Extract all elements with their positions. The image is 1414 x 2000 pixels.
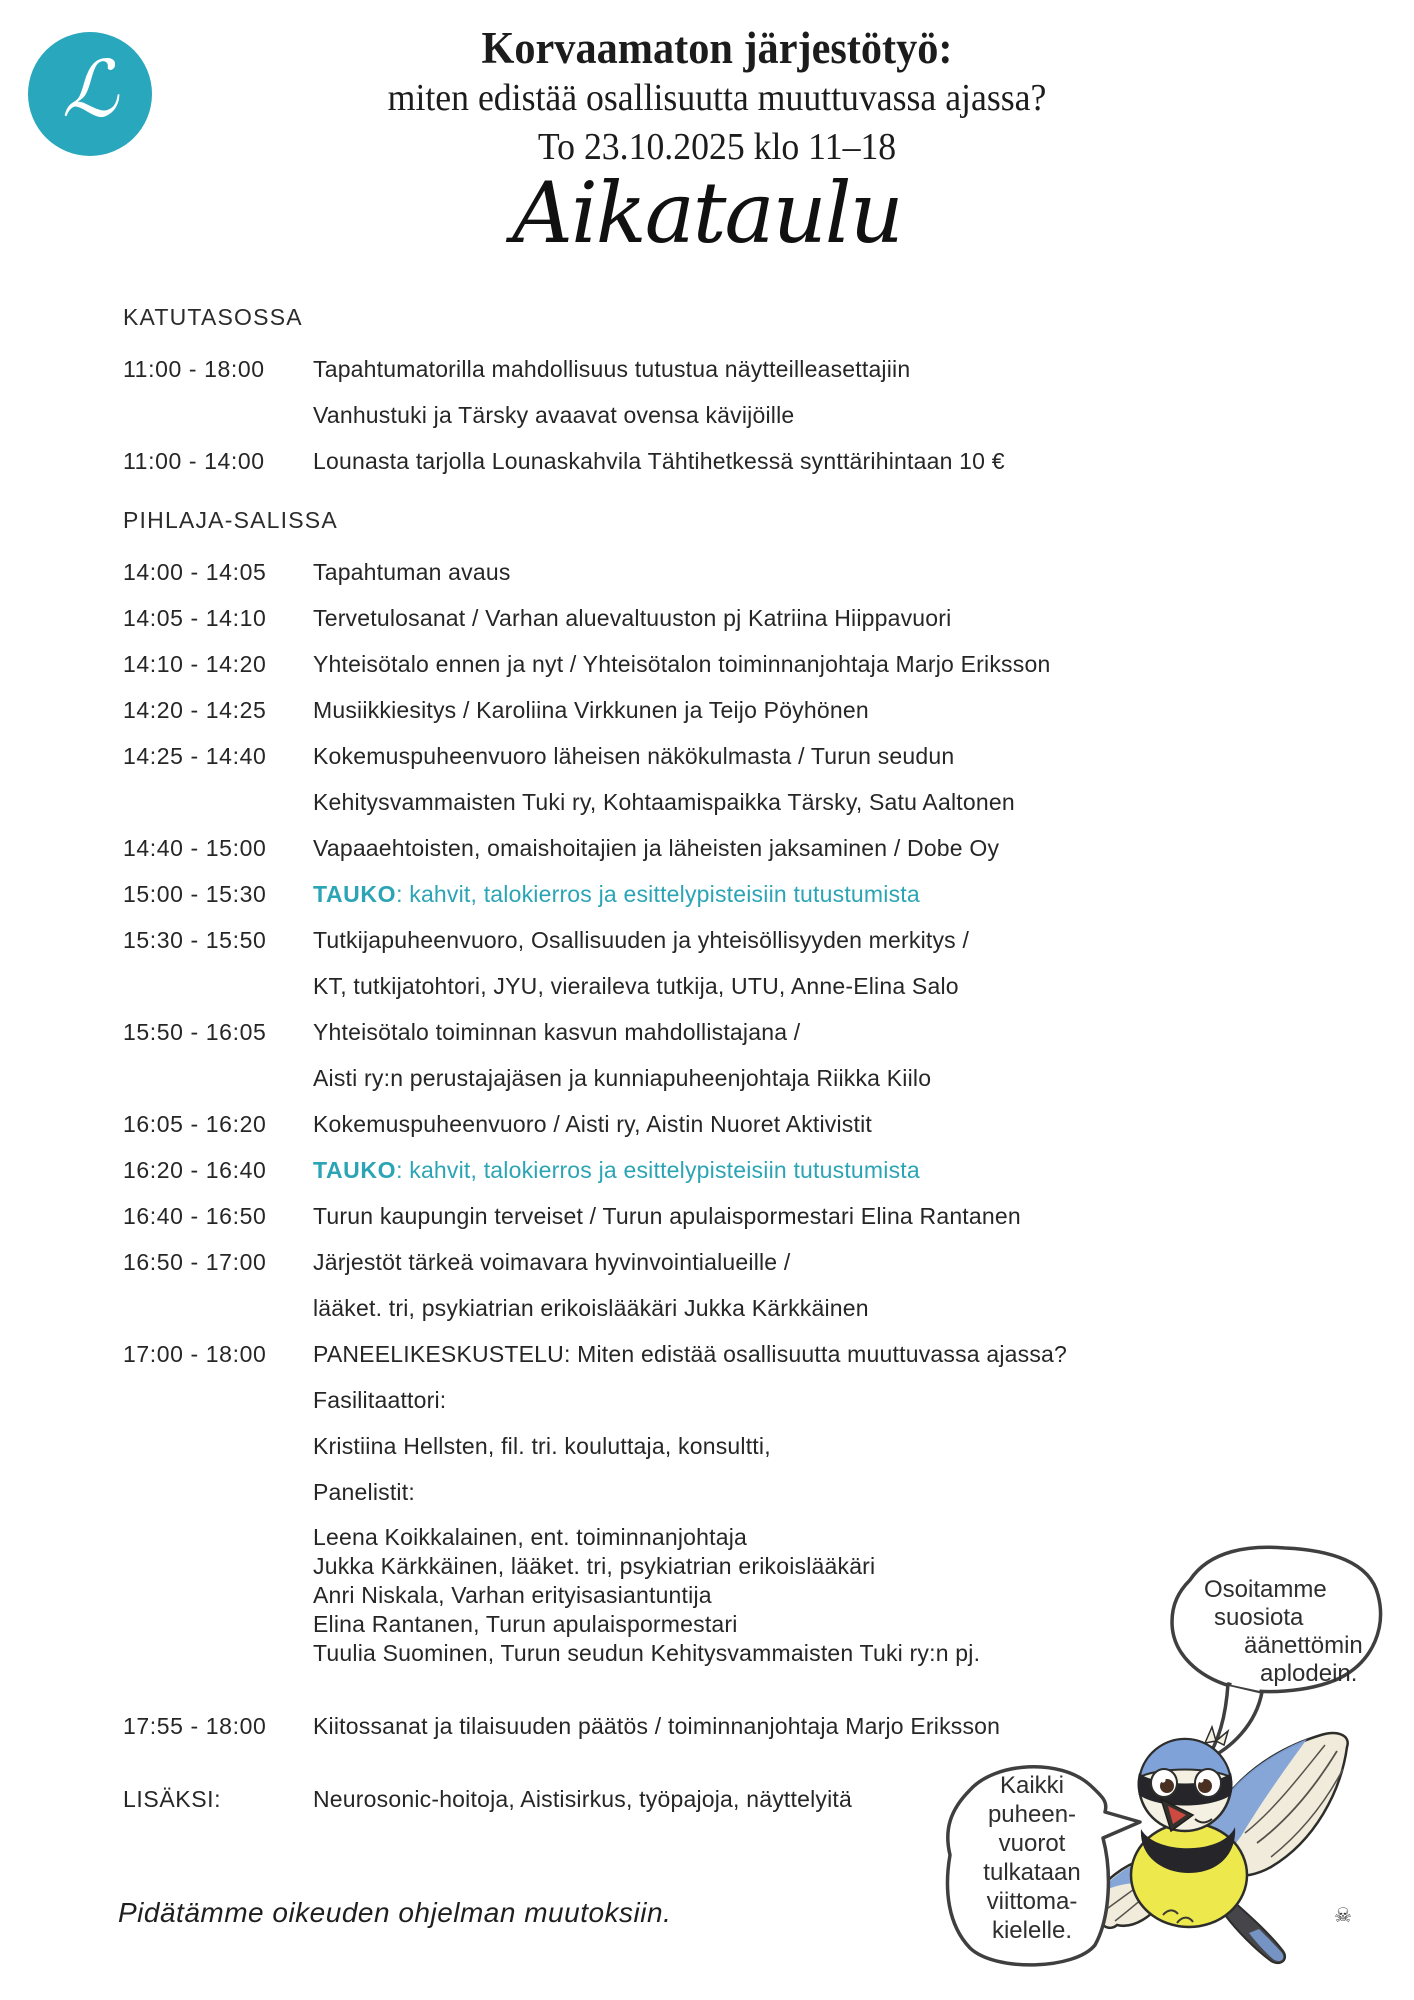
skull-doodle-icon: ☠ — [1334, 1903, 1352, 1927]
break-description: : kahvit, talokierros ja esittelypisteisiin tutustumista — [396, 881, 920, 907]
section-heading: PIHLAJA-SALISSA — [123, 507, 338, 533]
poster-header — [0, 22, 1414, 172]
row-text: Kehitysvammaisten Tuki ry, Kohtaamispaikka Tärsky, Satu Aaltonen — [313, 789, 1015, 815]
bubble-line: vuorot — [998, 1830, 1066, 1857]
event-datetime: To 23.10.2025 klo 11–18 — [537, 126, 897, 168]
row-time — [123, 1293, 313, 1323]
row-text: Lounasta tarjolla Lounaskahvila Tähtihetkessä synttärihintaan 10 € — [313, 448, 1005, 474]
row-time — [123, 1431, 313, 1461]
bubble-line: Kaikki — [999, 1772, 1065, 1799]
row-time: 14:00 - 14:05 — [123, 559, 267, 585]
schedule-row — [123, 1201, 1123, 1231]
row-text: PANEELIKESKUSTELU: Miten edistää osallisuutta muuttuvassa ajassa? — [313, 1341, 1068, 1367]
row-text: Tapahtuman avaus — [313, 559, 511, 585]
row-text: Turun kaupungin terveiset / Turun apulaispormestari Elina Rantanen — [313, 1203, 1021, 1229]
schedule-row — [123, 400, 1123, 430]
schedule-row — [123, 1247, 1123, 1277]
row-text: Kokemuspuheenvuoro läheisen näkökulmasta / Turun seudun — [313, 743, 955, 769]
row-text — [313, 1155, 1123, 1185]
schedule-row — [123, 1063, 1123, 1093]
bubble-line: puheen- — [987, 1801, 1077, 1828]
row-text: Tuulia Suominen, Turun seudun Kehitysvammaisten Tuki ry:n pj. — [313, 1640, 981, 1666]
schedule-row — [123, 1339, 1123, 1369]
row-text: Kristiina Hellsten, fil. tri. kouluttaja, konsultti, — [313, 1433, 771, 1459]
schedule-row — [123, 603, 1123, 633]
schedule-row — [123, 1385, 1123, 1415]
row-text: Anri Niskala, Varhan erityisasiantuntija — [313, 1582, 712, 1608]
schedule-row — [123, 1017, 1123, 1047]
logo-letter: ℒ — [61, 45, 119, 135]
row-text: Fasilitaattori: — [313, 1387, 447, 1413]
row-time: 16:40 - 16:50 — [123, 1203, 267, 1229]
row-time: 15:50 - 16:05 — [123, 1019, 267, 1045]
row-text: Yhteisötalo toiminnan kasvun mahdollistajana / — [313, 1019, 801, 1045]
blue-tit-bird — [1088, 1727, 1348, 1963]
row-text: Yhteisötalo ennen ja nyt / Yhteisötalon toiminnanjohtaja Marjo Eriksson — [313, 651, 1051, 677]
row-time — [123, 1477, 313, 1507]
row-text — [313, 879, 1123, 909]
row-text: Jukka Kärkkäinen, lääket. tri, psykiatrian erikoislääkäri — [313, 1553, 876, 1579]
schedule-row — [123, 1431, 1123, 1461]
row-time — [123, 1552, 313, 1581]
schedule-row — [123, 1293, 1123, 1323]
row-text: Järjestöt tärkeä voimavara hyvinvointialueille / — [313, 1249, 791, 1275]
break-label: TAUKO — [313, 1157, 397, 1183]
mascot-illustration — [900, 1500, 1414, 2000]
row-text: Neurosonic-hoitoja, Aistisirkus, työpajoja, näyttelyitä — [313, 1786, 852, 1812]
row-text: Leena Koikkalainen, ent. toiminnanjohtaja — [313, 1524, 748, 1550]
row-time: 11:00 - 18:00 — [123, 356, 265, 382]
row-text: Elina Rantanen, Turun apulaispormestari — [313, 1611, 738, 1637]
schedule-script-heading: Aikataulu — [512, 164, 902, 262]
row-time — [123, 400, 313, 430]
row-text: Tapahtumatorilla mahdollisuus tutustua näytteilleasettajiin — [313, 356, 911, 382]
schedule-row — [123, 649, 1123, 679]
row-text: Tutkijapuheenvuoro, Osallisuuden ja yhteisöllisyyden merkitys / — [313, 927, 970, 953]
schedule-row — [123, 833, 1123, 863]
row-text: Tervetulosanat / Varhan aluevaltuuston pj Katriina Hiippavuori — [313, 605, 952, 631]
row-time: 11:00 - 14:00 — [123, 448, 265, 474]
row-text: Panelistit: — [313, 1479, 415, 1505]
row-time: 14:40 - 15:00 — [123, 835, 267, 861]
row-text: Kokemuspuheenvuoro / Aisti ry, Aistin Nuoret Aktivistit — [313, 1111, 872, 1137]
row-time: 14:20 - 14:25 — [123, 697, 267, 723]
row-time — [123, 1523, 313, 1552]
row-time — [123, 1610, 313, 1639]
row-time — [123, 1581, 313, 1610]
schedule-row — [123, 879, 1123, 909]
applause-bubble-text — [1186, 1576, 1386, 1688]
event-title: Korvaamaton järjestötyö: — [481, 23, 953, 73]
bubble-line: suosiota — [1214, 1604, 1304, 1631]
event-subtitle: miten edistää osallisuutta muuttuvassa ajassa? — [387, 77, 1047, 119]
row-text: Vapaaehtoisten, omaishoitajien ja läheisten jaksaminen / Dobe Oy — [313, 835, 1000, 861]
bubble-line: aplodein. — [1260, 1660, 1358, 1687]
row-time — [123, 1385, 313, 1415]
program-change-note: Pidätämme oikeuden ohjelman muutoksiin. — [118, 1897, 672, 1928]
row-text: Aisti ry:n perustajajäsen ja kunniapuheenjohtaja Riikka Kiilo — [313, 1065, 932, 1091]
row-time: 15:30 - 15:50 — [123, 927, 267, 953]
row-time: 15:00 - 15:30 — [123, 881, 267, 907]
row-text: lääket. tri, psykiatrian erikoislääkäri Jukka Kärkkäinen — [313, 1295, 869, 1321]
bubble-line: viittoma- — [986, 1888, 1078, 1915]
interpretation-bubble-text — [952, 1771, 1112, 1945]
section-heading: KATUTASOSSA — [123, 304, 303, 330]
row-text: Vanhustuki ja Tärsky avaavat ovensa kävijöille — [313, 402, 795, 428]
row-time: 17:55 - 18:00 — [123, 1713, 267, 1739]
row-time — [123, 1063, 313, 1093]
row-text: KT, tutkijatohtori, JYU, vieraileva tutkija, UTU, Anne-Elina Salo — [313, 973, 959, 999]
schedule-row — [123, 787, 1123, 817]
row-time: 14:10 - 14:20 — [123, 651, 267, 677]
schedule-row — [123, 925, 1123, 955]
row-text: Musiikkiesitys / Karoliina Virkkunen ja Teijo Pöyhönen — [313, 697, 869, 723]
row-time: 14:05 - 14:10 — [123, 605, 267, 631]
schedule-row — [123, 1155, 1123, 1185]
schedule-row — [123, 1109, 1123, 1139]
bubble-line: kielelle. — [991, 1917, 1073, 1944]
row-time — [123, 787, 313, 817]
break-label: TAUKO — [313, 881, 397, 907]
schedule-row — [123, 354, 1123, 384]
bubble-line: tulkataan — [983, 1859, 1081, 1886]
row-time: 14:25 - 14:40 — [123, 743, 267, 769]
schedule-row — [123, 971, 1123, 1001]
row-time — [123, 1639, 313, 1668]
row-time — [123, 971, 313, 1001]
row-time: LISÄKSI: — [123, 1786, 222, 1812]
row-time: 16:05 - 16:20 — [123, 1111, 267, 1137]
break-description: : kahvit, talokierros ja esittelypisteisiin tutustumista — [396, 1157, 920, 1183]
row-text: Kiitossanat ja tilaisuuden päätös / toiminnanjohtaja Marjo Eriksson — [313, 1713, 1001, 1739]
bubble-line: Osoitamme — [1204, 1576, 1327, 1603]
schedule-row — [123, 446, 1123, 476]
row-time: 16:20 - 16:40 — [123, 1157, 267, 1183]
row-time: 17:00 - 18:00 — [123, 1341, 267, 1367]
schedule-row — [123, 557, 1123, 587]
schedule-row — [123, 695, 1123, 725]
schedule-row — [123, 741, 1123, 771]
row-time: 16:50 - 17:00 — [123, 1249, 267, 1275]
bubble-line: äänettömin — [1244, 1632, 1363, 1659]
